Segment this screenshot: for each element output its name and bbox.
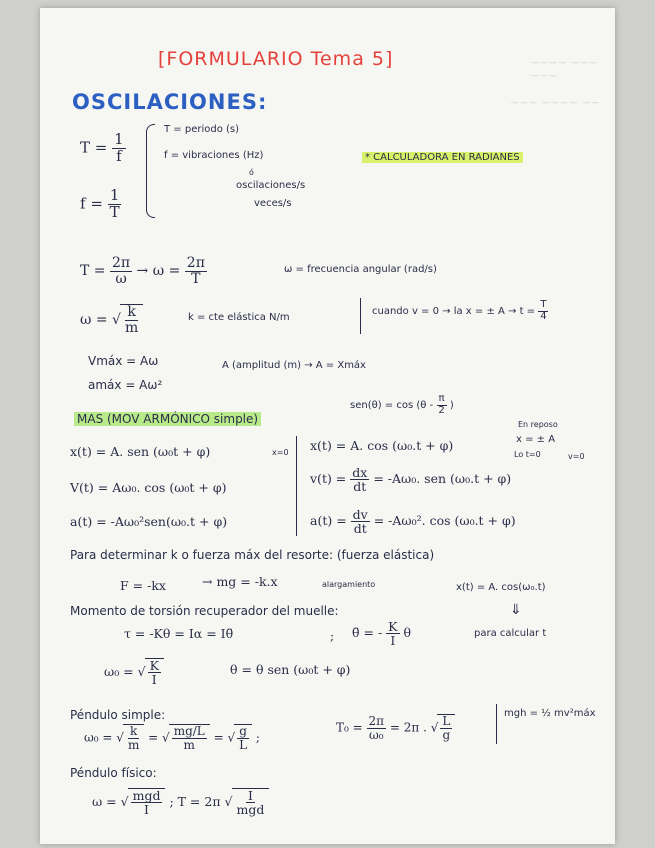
spring-constant-text: Para determinar k o fuerza máx del resorte: (fuerza elástica) (70, 548, 435, 562)
energy-equation: mgh = ½ mv²máx (504, 708, 596, 719)
formula-period-omega: T = $\frac{2\pi}{\omega}$ → ω = $\frac{2\pi}{T}$ (80, 255, 205, 287)
calculate-t-note: para calcular t (474, 628, 547, 639)
velocity-cos: V(t) = Aω₀. cos (ω₀t + φ) (70, 480, 227, 495)
position-sin: x(t) = A. sen (ω₀t + φ) (70, 444, 211, 459)
vmax-formula: Vmáx = Aω (88, 354, 159, 368)
velocity-derivative: v(t) = $\frac{dx}{dt}$ = -Aω₀. sen (ω₀.t + φ) (310, 465, 512, 495)
bleed-through-text: ~~~~ ~~~ ~~~ (530, 56, 599, 82)
cuando-note: cuando v = 0 → la x = ± A → t = $\frac{T}{4}$ (372, 299, 547, 322)
page-title: [FORMULARIO Tema 5] (158, 48, 394, 70)
alt-unit-1: oscilaciones/s (236, 180, 306, 191)
formula-omega-sqrt: ω = √ $\frac{k}{m}$ (80, 304, 143, 335)
simple-pendulum-omega: ω₀ = √ $\frac{k}{m}$ = √ $\frac{mg/L}{m}$ = √ $\frac{g}{L}$ ; (84, 724, 260, 752)
angular-acceleration: θ̈ = - $\frac{K}{I}$ θ (352, 619, 412, 649)
elongation-note: alargamiento (322, 580, 376, 589)
formula-frequency: f = $\frac{1}{T}$ (80, 186, 120, 221)
position-cos: x(t) = A. cos (ω₀.t + φ) (310, 438, 454, 453)
simple-pendulum-label: Péndulo simple: (70, 708, 166, 722)
position-formula: x(t) = A. cos(ω₀.t) (456, 582, 546, 593)
k-definition: k = cte elástica N/m (188, 312, 290, 323)
hooke-law: F = -kx (120, 578, 166, 593)
section-heading-mas: MAS (MOV ARMÓNICO simple) (74, 412, 261, 426)
angle-equation: θ = θ sen (ω₀t + φ) (230, 662, 351, 677)
x0-note: x=0 (272, 448, 289, 457)
rest-note: En reposo (518, 420, 558, 429)
divider-line (296, 436, 297, 536)
or-text: ó (249, 168, 254, 177)
acceleration-derivative: a(t) = $\frac{dv}{dt}$ = -Aω₀². cos (ω₀.t + φ) (310, 507, 516, 537)
simple-pendulum-period: T₀ = $\frac{2\pi}{\text{ω₀}}$ = 2π . √ $\frac{L}{g}$ (336, 714, 455, 741)
brace (146, 124, 155, 218)
omega-definition: ω = frecuencia angular (rad/s) (284, 264, 437, 275)
rest-note: v=0 (568, 452, 585, 461)
calculator-note: * CALCULADORA EN RADIANES (362, 152, 523, 163)
divider-line (496, 704, 497, 744)
torque-text: Momento de torsión recuperador del muelle: (70, 604, 339, 618)
amplitude-definition: A (amplitud (m) → A = Xmáx (222, 360, 366, 371)
notebook-page (40, 8, 615, 844)
rest-note: x = ± A (516, 434, 556, 445)
section-heading-oscilaciones: OSCILACIONES: (72, 90, 268, 114)
weight-balance: → mg = -k.x (202, 574, 278, 589)
formula-period: T = $\frac{1}{f}$ (80, 130, 124, 165)
divider-line (360, 298, 361, 334)
separator: ; (330, 628, 335, 643)
sin-cos-identity: sen(θ) = cos (θ - $\frac{\pi}{2}$ ) (350, 393, 454, 416)
torque-equation: τ = -Kθ = Iα = Iθ̈ (124, 626, 234, 641)
physical-pendulum-formula: ω = √ $\frac{\text{mgd}}{I}$ ; T = 2π √ $\frac{I}{\text{mgd}}$ (92, 788, 269, 816)
angular-frequency-torsion: ω₀ = √ $\frac{K}{I}$ (104, 658, 164, 686)
alt-unit-2: veces/s (254, 198, 292, 209)
frequency-definition: f = vibraciones (Hz) (164, 150, 264, 161)
arrow-down-icon: ⇓ (510, 602, 522, 618)
period-definition: T = periodo (s) (164, 124, 240, 135)
bleed-through-text: ~~~ ~~~~ ~~ (510, 96, 600, 109)
physical-pendulum-label: Péndulo físico: (70, 766, 157, 780)
rest-note: Lo t=0 (514, 450, 541, 459)
amax-formula: amáx = Aω² (88, 378, 163, 392)
acceleration-sin: a(t) = -Aω₀²sen(ω₀.t + φ) (70, 514, 228, 529)
